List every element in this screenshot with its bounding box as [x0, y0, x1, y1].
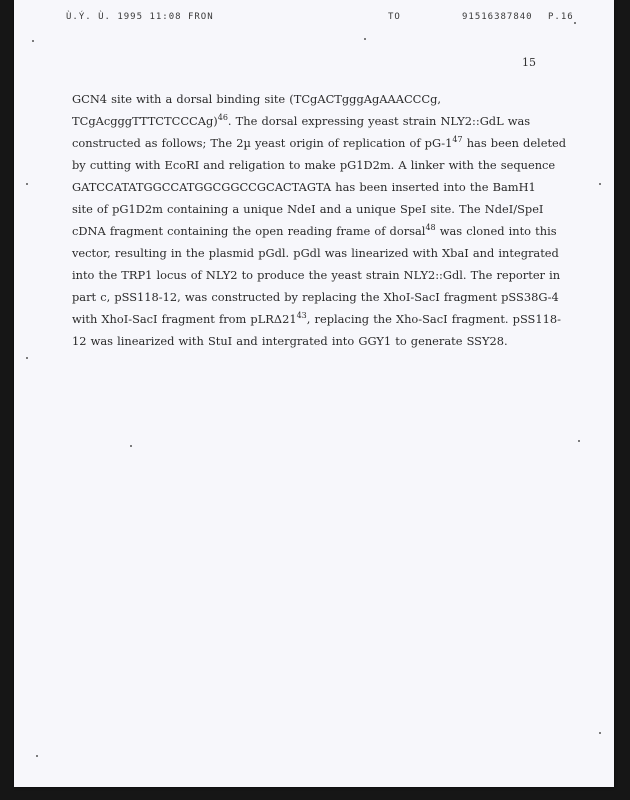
- paragraph-line: [72, 154, 562, 176]
- scan-speck: [36, 755, 38, 757]
- line-text: GATCCATATGGCCATGGCGGCCGCACTAGTA has been inserted into the BamH1: [72, 180, 536, 194]
- scan-speck: [26, 357, 28, 359]
- line-text: . The dorsal expressing yeast strain NLY2::GdL was: [227, 114, 531, 128]
- scan-speck: [599, 183, 601, 185]
- body-paragraph: [72, 88, 567, 352]
- paragraph-line: [72, 88, 562, 110]
- scan-speck: [130, 445, 132, 447]
- line-text: 12 was linearized with StuI and intergrated into GGY1 to generate SSY28.: [72, 334, 508, 348]
- page-number: 15: [522, 56, 536, 69]
- line-text: was cloned into this: [435, 224, 557, 238]
- line-text: part c, pSS118-12, was constructed by replacing the XhoI-SacI fragment pSS38G-4: [72, 290, 559, 304]
- scan-speck: [599, 732, 601, 734]
- line-text: with XhoI-SacI fragment from pLRΔ21: [72, 312, 297, 326]
- scan-speck: [364, 38, 366, 40]
- scan-speck: [578, 440, 580, 442]
- paragraph-line: [72, 110, 562, 132]
- paragraph-line: [72, 198, 562, 220]
- fax-header-to: TO: [388, 12, 401, 22]
- citation-superscript: 43: [296, 311, 307, 321]
- fax-header-sender: Ù.Ý. Ù. 1995 11:08 FRON: [66, 12, 214, 22]
- paragraph-line: [72, 264, 562, 286]
- line-text: site of pG1D2m containing a unique NdeI and a unique SpeI site. The NdeI/SpeI: [72, 202, 544, 216]
- line-text: cDNA fragment containing the open reading frame of dorsal: [72, 224, 426, 238]
- citation-superscript: 47: [452, 135, 463, 145]
- paragraph-line: [72, 220, 562, 242]
- paragraph-line: [72, 330, 562, 352]
- scan-speck: [26, 183, 28, 185]
- paragraph-line: [72, 132, 567, 154]
- paragraph-line: [72, 308, 562, 330]
- line-text: into the TRP1 locus of NLY2 to produce the yeast strain NLY2::Gdl. The reporter in: [72, 268, 561, 282]
- line-text: , replacing the Xho-SacI fragment. pSS118-: [306, 312, 561, 326]
- scan-speck: [574, 22, 576, 24]
- line-text: by cutting with EcoRI and religation to make pG1D2m. A linker with the sequence: [72, 158, 556, 172]
- line-text: vector, resulting in the plasmid pGdl. pGdl was linearized with XbaI and integrated: [72, 246, 559, 260]
- fax-header-page: P.16: [548, 12, 574, 22]
- citation-superscript: 48: [425, 223, 436, 233]
- document-page: [14, 0, 614, 787]
- paragraph-line: [72, 176, 562, 198]
- line-text: has been deleted: [462, 136, 567, 150]
- fax-header: [66, 12, 586, 32]
- citation-superscript: 46: [217, 113, 228, 123]
- line-text: constructed as follows; The 2µ yeast origin of replication of pG-1: [72, 136, 453, 150]
- paragraph-line: [72, 242, 562, 264]
- paragraph-line: [72, 286, 562, 308]
- line-text: GCN4 site with a dorsal binding site (TCgACTgggAgAAACCCg,: [72, 92, 442, 106]
- line-text: TCgAcgggTTTCTCCCAg): [72, 114, 218, 128]
- scan-speck: [32, 40, 34, 42]
- fax-header-number: 91516387840: [462, 12, 533, 22]
